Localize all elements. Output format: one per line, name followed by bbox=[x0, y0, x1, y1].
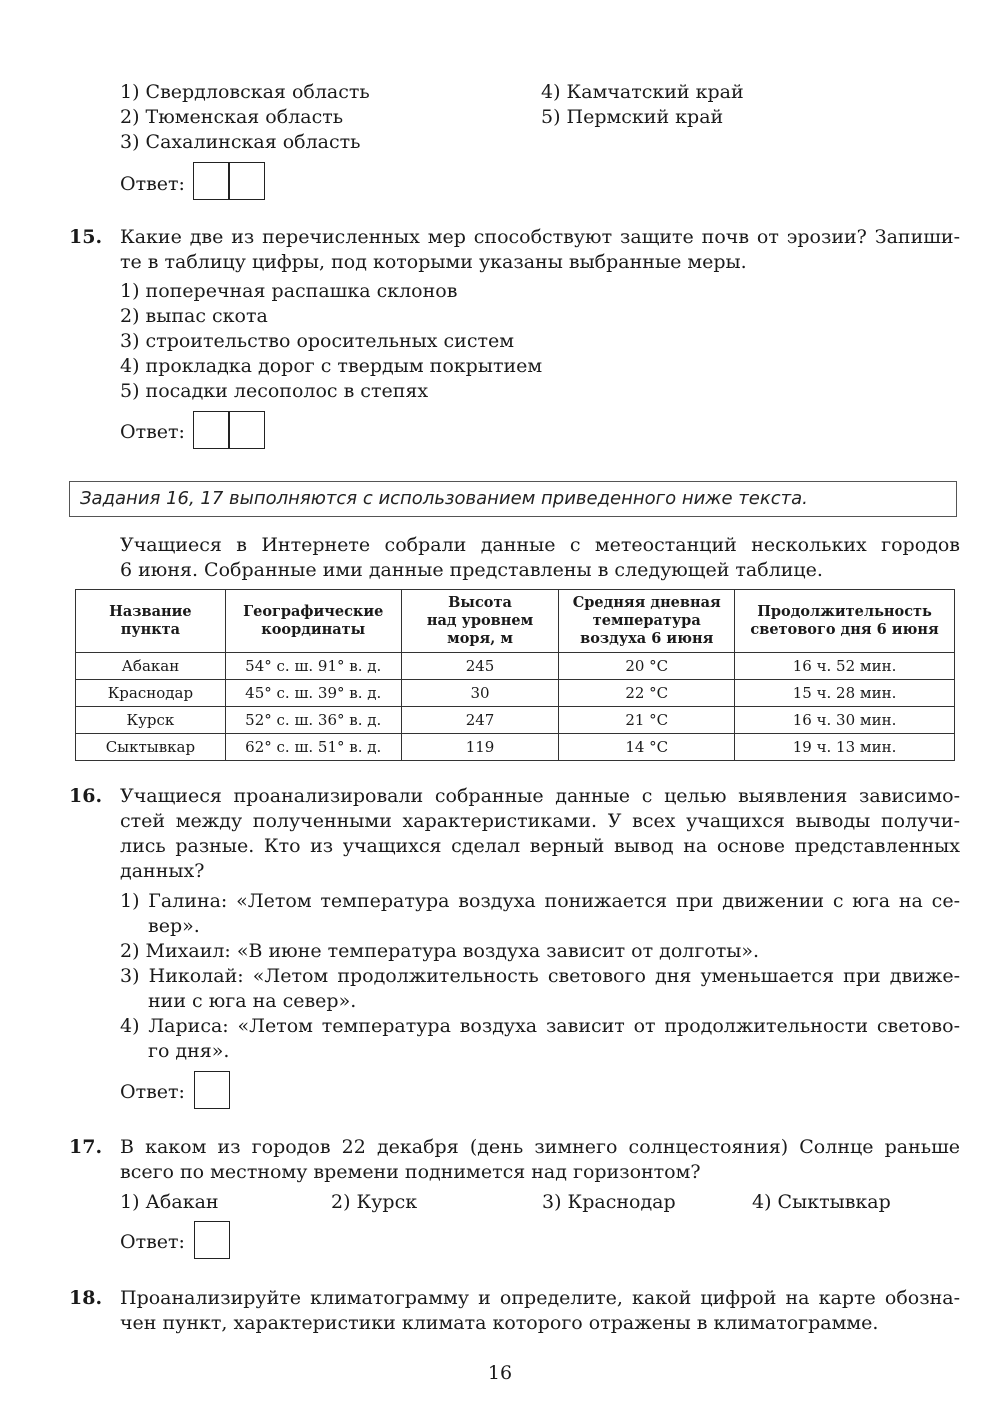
q16-text-line-4: данных? bbox=[120, 860, 205, 882]
q15-number: 15. bbox=[69, 226, 103, 248]
q17-option-1: 1) Абакан bbox=[120, 1191, 219, 1213]
q14-answer-cell-1[interactable] bbox=[193, 162, 229, 200]
q16-option-1: 1) Галина: «Летом температура воздуха понижается при движении с юга на се- bbox=[120, 890, 960, 912]
q15-option-5: 5) посадки лесополос в степях bbox=[120, 380, 429, 402]
cell-daylight: 16 ч. 30 мин. bbox=[735, 707, 955, 734]
cell-station: Курск bbox=[76, 707, 226, 734]
cell-daylight: 19 ч. 13 мин. bbox=[735, 734, 955, 761]
cell-station: Краснодар bbox=[76, 680, 226, 707]
q18-text-line-2: чен пункт, характеристики климата которого отражены в климатограмме. bbox=[120, 1312, 879, 1334]
table-row bbox=[76, 707, 955, 734]
q14-option-5: 5) Пермский край bbox=[541, 106, 724, 128]
q18-text-line-1: Проанализируйте климатограмму и определите, какой цифрой на карте обозна- bbox=[120, 1287, 960, 1309]
q17-answer-label: Ответ: bbox=[120, 1231, 185, 1253]
intro-line-2: 6 июня. Собранные ими данные представлены в следующей таблице. bbox=[120, 559, 823, 581]
q17-option-3: 3) Краснодар bbox=[542, 1191, 676, 1213]
q15-option-1: 1) поперечная распашка склонов bbox=[120, 280, 458, 302]
q15-option-4: 4) прокладка дорог с твердым покрытием bbox=[120, 355, 543, 377]
cell-temperature: 14 °С bbox=[559, 734, 735, 761]
cell-station: Сыктывкар bbox=[76, 734, 226, 761]
q16-option-3: 3) Николай: «Летом продолжительность светового дня уменьшается при движе- bbox=[120, 965, 960, 987]
weather-stations-table bbox=[75, 589, 955, 761]
q16-answer-label: Ответ: bbox=[120, 1081, 185, 1103]
cell-temperature: 22 °С bbox=[559, 680, 735, 707]
cell-altitude: 245 bbox=[401, 653, 559, 680]
q15-option-2: 2) выпас скота bbox=[120, 305, 268, 327]
q16-answer-cell[interactable] bbox=[194, 1071, 230, 1109]
q16-option-4: 4) Лариса: «Летом температура воздуха зависит от продолжительности светово- bbox=[120, 1015, 960, 1037]
q15-text-line-2: те в таблицу цифры, под которыми указаны выбранные меры. bbox=[120, 251, 747, 273]
q15-option-3: 3) строительство оросительных систем bbox=[120, 330, 514, 352]
table-row bbox=[76, 653, 955, 680]
q15-answer-cell-1[interactable] bbox=[193, 411, 229, 449]
cell-temperature: 21 °С bbox=[559, 707, 735, 734]
cell-daylight: 16 ч. 52 мин. bbox=[735, 653, 955, 680]
header-coordinates: Географические координаты bbox=[225, 590, 401, 653]
q18-number: 18. bbox=[69, 1287, 103, 1309]
table-header-row bbox=[76, 590, 955, 653]
q16-option-3-cont: нии с юга на север». bbox=[148, 990, 357, 1012]
q17-number: 17. bbox=[69, 1136, 103, 1158]
q14-answer-cell-2[interactable] bbox=[229, 162, 265, 200]
page-number: 16 bbox=[487, 1362, 513, 1384]
q14-option-1: 1) Свердловская область bbox=[120, 81, 370, 103]
table-row bbox=[76, 734, 955, 761]
q14-option-4: 4) Камчатский край bbox=[541, 81, 744, 103]
cell-daylight: 15 ч. 28 мин. bbox=[735, 680, 955, 707]
q17-text-line-2: всего по местному времени поднимется над горизонтом? bbox=[120, 1161, 701, 1183]
header-daylight: Продолжительность светового дня 6 июня bbox=[735, 590, 955, 653]
q17-option-4: 4) Сыктывкар bbox=[752, 1191, 891, 1213]
q16-number: 16. bbox=[69, 785, 103, 807]
q17-answer-cell[interactable] bbox=[194, 1221, 230, 1259]
cell-coordinates: 52° с. ш. 36° в. д. bbox=[225, 707, 401, 734]
header-temperature: Средняя дневная температура воздуха 6 июня bbox=[559, 590, 735, 653]
cell-station: Абакан bbox=[76, 653, 226, 680]
q14-option-2: 2) Тюменская область bbox=[120, 106, 344, 128]
q15-answer-cell-2[interactable] bbox=[229, 411, 265, 449]
cell-coordinates: 45° с. ш. 39° в. д. bbox=[225, 680, 401, 707]
q16-option-2: 2) Михаил: «В июне температура воздуха зависит от долготы». bbox=[120, 940, 760, 962]
q16-text-line-3: лись разные. Кто из учащихся сделал верный вывод на основе представленных bbox=[120, 835, 960, 857]
q17-text-line-1: В каком из городов 22 декабря (день зимнего солнцестояния) Солнце раньше bbox=[120, 1136, 960, 1158]
q16-option-1-cont: вер». bbox=[148, 915, 200, 937]
tasks-16-17-banner: Задания 16, 17 выполняются с использованием приведенного ниже текста. bbox=[69, 481, 957, 517]
q17-option-2: 2) Курск bbox=[331, 1191, 418, 1213]
cell-temperature: 20 °С bbox=[559, 653, 735, 680]
cell-altitude: 247 bbox=[401, 707, 559, 734]
q16-text-line-1: Учащиеся проанализировали собранные данные с целью выявления зависимо- bbox=[120, 785, 960, 807]
cell-altitude: 30 bbox=[401, 680, 559, 707]
intro-line-1: Учащиеся в Интернете собрали данные с метеостанций нескольких городов bbox=[120, 534, 960, 556]
q16-text-line-2: стей между полученными характеристиками. У всех учащихся выводы получи- bbox=[120, 810, 960, 832]
cell-coordinates: 62° с. ш. 51° в. д. bbox=[225, 734, 401, 761]
table-row bbox=[76, 680, 955, 707]
header-station-name: Название пункта bbox=[76, 590, 226, 653]
q15-answer-label: Ответ: bbox=[120, 421, 185, 443]
cell-altitude: 119 bbox=[401, 734, 559, 761]
q15-text-line-1: Какие две из перечисленных мер способствуют защите почв от эрозии? Запиши- bbox=[120, 226, 960, 248]
cell-coordinates: 54° с. ш. 91° в. д. bbox=[225, 653, 401, 680]
q16-option-4-cont: го дня». bbox=[148, 1040, 230, 1062]
q14-answer-label: Ответ: bbox=[120, 173, 185, 195]
header-altitude: Высота над уровнем моря, м bbox=[401, 590, 559, 653]
q14-option-3: 3) Сахалинская область bbox=[120, 131, 361, 153]
